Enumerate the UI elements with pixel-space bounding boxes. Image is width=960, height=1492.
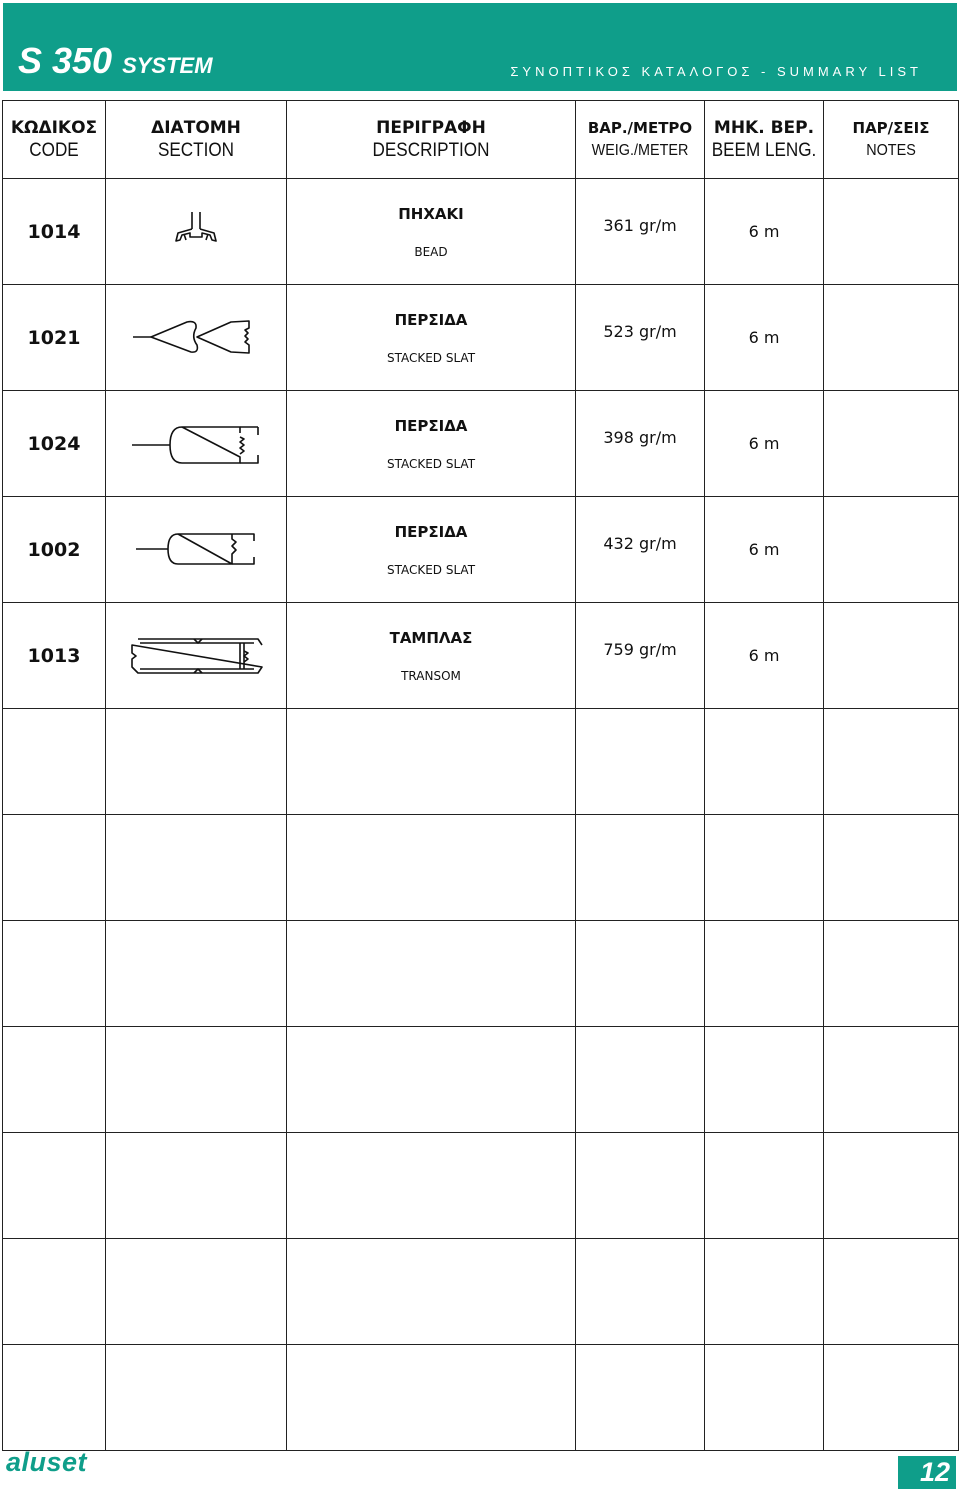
row-code: 1024: [3, 391, 106, 497]
empty-cell: [705, 1239, 824, 1345]
empty-cell: [824, 815, 959, 921]
empty-cell: [106, 1345, 287, 1451]
row-description: ΠΕΡΣΙΔΑ STACKED SLAT: [287, 497, 576, 603]
bead-profile-icon: [166, 207, 226, 257]
row-weight: 398 gr/m: [576, 391, 705, 497]
aluset-logo: aluset: [6, 1447, 88, 1477]
empty-cell: [3, 709, 106, 815]
row-section: [106, 603, 287, 709]
empty-cell: [3, 1239, 106, 1345]
transom-profile-icon: [128, 635, 264, 677]
table-row-empty: [3, 1027, 959, 1133]
table-row-empty: [3, 815, 959, 921]
empty-cell: [106, 815, 287, 921]
empty-cell: [287, 1133, 576, 1239]
empty-cell: [705, 1027, 824, 1133]
header-length: ΜΗΚ. ΒΕΡ. BEEM LENG.: [705, 101, 824, 179]
table-row-empty: [3, 1345, 959, 1451]
empty-cell: [705, 1133, 824, 1239]
row-code: 1002: [3, 497, 106, 603]
row-code: 1014: [3, 179, 106, 285]
row-description: ΠΕΡΣΙΔΑ STACKED SLAT: [287, 391, 576, 497]
row-notes: [824, 285, 959, 391]
row-notes: [824, 179, 959, 285]
catalog-table: [2, 100, 959, 1451]
empty-cell: [106, 709, 287, 815]
row-description: ΠΕΡΣΙΔΑ STACKED SLAT: [287, 285, 576, 391]
header-code: ΚΩΔΙΚΟΣ CODE: [3, 101, 106, 179]
table-row: [3, 285, 959, 391]
row-notes: [824, 391, 959, 497]
system-title: [18, 40, 213, 82]
row-weight: 432 gr/m: [576, 497, 705, 603]
empty-cell: [824, 709, 959, 815]
table-row-empty: [3, 709, 959, 815]
row-length: 6 m: [705, 603, 824, 709]
empty-cell: [3, 1345, 106, 1451]
empty-cell: [287, 815, 576, 921]
table-header-row: [3, 101, 959, 179]
row-section: [106, 391, 287, 497]
row-code: 1013: [3, 603, 106, 709]
row-section: [106, 179, 287, 285]
empty-cell: [287, 921, 576, 1027]
header-description: ΠΕΡΙΓΡΑΦΗ DESCRIPTION: [287, 101, 576, 179]
stacked-slat-profile-icon: [130, 421, 262, 467]
empty-cell: [824, 921, 959, 1027]
empty-cell: [287, 1027, 576, 1133]
row-section: [106, 497, 287, 603]
row-length: 6 m: [705, 179, 824, 285]
empty-cell: [576, 921, 705, 1027]
empty-cell: [106, 921, 287, 1027]
system-title-main: S 350: [18, 40, 113, 81]
table-row-empty: [3, 1239, 959, 1345]
row-length: 6 m: [705, 285, 824, 391]
row-weight: 523 gr/m: [576, 285, 705, 391]
stacked-slat-profile-icon: [134, 529, 258, 571]
row-notes: [824, 497, 959, 603]
empty-cell: [287, 709, 576, 815]
empty-cell: [3, 1027, 106, 1133]
header-section: ΔΙΑΤΟΜΗ SECTION: [106, 101, 287, 179]
table-row-empty: [3, 1133, 959, 1239]
row-description: ΤΑΜΠΛΑΣ TRANSOM: [287, 603, 576, 709]
empty-cell: [576, 1133, 705, 1239]
row-notes: [824, 603, 959, 709]
row-code: 1021: [3, 285, 106, 391]
empty-cell: [287, 1239, 576, 1345]
header-notes: ΠΑΡ/ΣΕΙΣ NOTES: [824, 101, 959, 179]
empty-cell: [576, 709, 705, 815]
empty-cell: [824, 1239, 959, 1345]
header-weight: ΒΑΡ./ΜΕΤΡΟ WEIG./METER: [576, 101, 705, 179]
empty-cell: [705, 1345, 824, 1451]
table-row: [3, 391, 959, 497]
empty-cell: [824, 1027, 959, 1133]
empty-cell: [106, 1239, 287, 1345]
row-weight: 361 gr/m: [576, 179, 705, 285]
empty-cell: [3, 921, 106, 1027]
summary-list-title: ΣΥΝΟΠΤΙΚΟΣ ΚΑΤΑΛΟΓΟΣ - SUMMARY LIST: [510, 64, 922, 79]
table-row-empty: [3, 921, 959, 1027]
page-number: 12: [898, 1456, 956, 1489]
table-row: [3, 603, 959, 709]
table-row: [3, 497, 959, 603]
empty-cell: [824, 1133, 959, 1239]
empty-cell: [576, 1239, 705, 1345]
empty-cell: [705, 815, 824, 921]
table-row: [3, 179, 959, 285]
empty-cell: [3, 815, 106, 921]
empty-cell: [576, 1027, 705, 1133]
empty-cell: [287, 1345, 576, 1451]
empty-cell: [106, 1027, 287, 1133]
empty-cell: [3, 1133, 106, 1239]
empty-cell: [576, 815, 705, 921]
empty-cell: [576, 1345, 705, 1451]
row-length: 6 m: [705, 391, 824, 497]
row-section: [106, 285, 287, 391]
row-weight: 759 gr/m: [576, 603, 705, 709]
empty-cell: [705, 709, 824, 815]
stacked-slat-profile-icon: [131, 315, 261, 361]
empty-cell: [824, 1345, 959, 1451]
row-length: 6 m: [705, 497, 824, 603]
row-description: ΠΗΧΑΚΙ BEAD: [287, 179, 576, 285]
system-title-sub: SYSTEM: [122, 53, 213, 78]
empty-cell: [705, 921, 824, 1027]
empty-cell: [106, 1133, 287, 1239]
